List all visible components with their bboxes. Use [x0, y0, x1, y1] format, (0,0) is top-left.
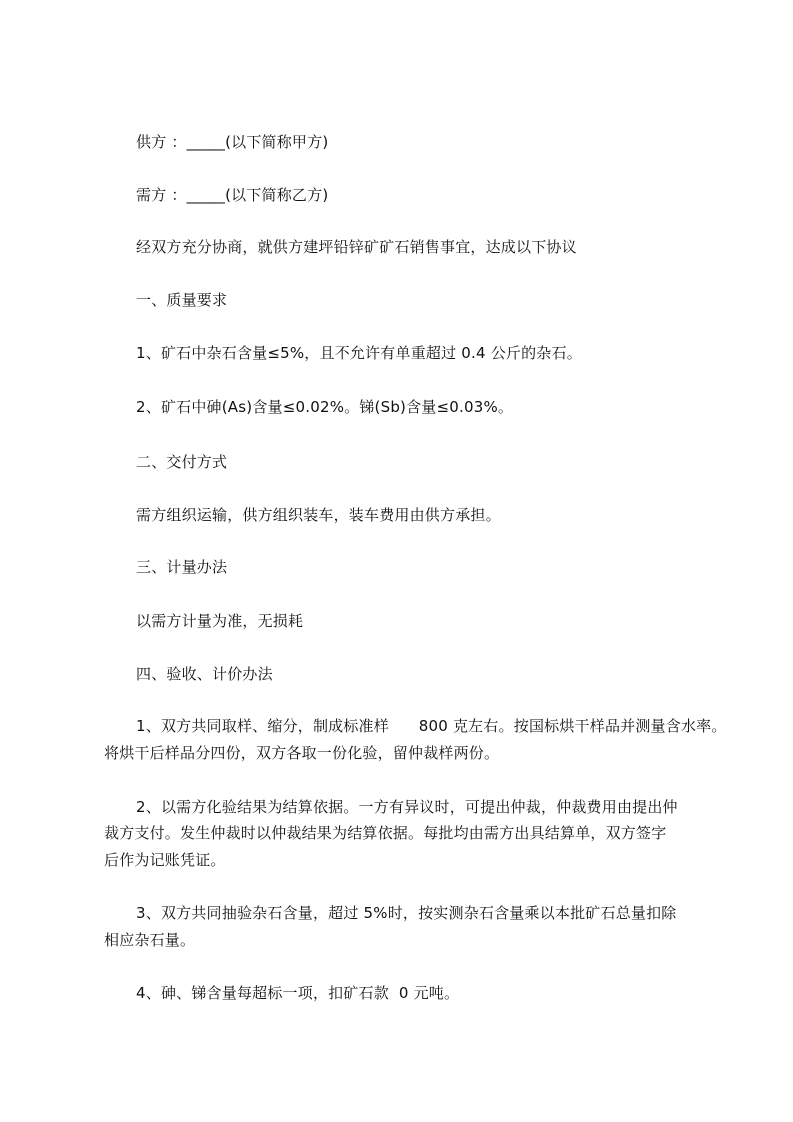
section-heading-quality: 一、质量要求 — [136, 291, 228, 309]
acceptance-item-2-line-2: 裁方支付。发生仲裁时以仲裁结果为结算依据。每批均由需方出具结算单，双方签字 — [104, 824, 667, 842]
acceptance-item-4: 4、砷、锑含量每超标一项，扣矿石款 0 元吨。 — [136, 984, 460, 1002]
measurement-paragraph: 以需方计量为准，无损耗 — [136, 612, 304, 630]
quality-item-1: 1、矿石中杂石含量≤5%，且不允许有单重超过 0.4 公斤的杂石。 — [136, 344, 582, 362]
buyer-line: 需方 ：_____(以下简称乙方) — [136, 186, 329, 204]
intro-paragraph: 经双方充分协商，就供方建坪铅锌矿矿石销售事宜，达成以下协议 — [136, 238, 577, 256]
acceptance-item-3-line-1: 3、双方共同抽验杂石含量，超过 5%时，按实测杂石含量乘以本批矿石总量扣除 — [136, 904, 677, 922]
section-heading-acceptance: 四、验收、计价办法 — [136, 665, 273, 683]
section-heading-measurement: 三、计量办法 — [136, 558, 228, 576]
acceptance-item-2-line-3: 后作为记账凭证。 — [104, 851, 226, 869]
supplier-line: 供方 ：_____(以下简称甲方) — [136, 133, 329, 151]
acceptance-item-2-line-1: 2、以需方化验结果为结算依据。一方有异议时，可提出仲裁，仲裁费用由提出仲 — [136, 798, 678, 816]
section-heading-delivery: 二、交付方式 — [136, 453, 228, 471]
acceptance-item-1-line-2: 将烘干后样品分四份，双方各取一份化验，留仲裁样两份。 — [104, 744, 500, 762]
delivery-paragraph: 需方组织运输，供方组织装车，装车费用由供方承担。 — [136, 506, 501, 524]
acceptance-item-3-line-2: 相应杂石量。 — [104, 931, 196, 949]
quality-item-2: 2、矿石中砷(As)含量≤0.02%。锑(Sb)含量≤0.03%。 — [136, 398, 514, 416]
acceptance-item-1-line-1: 1、双方共同取样、缩分，制成标准样 800 克左右。按国标烘干样品并测量含水率。 — [136, 717, 727, 735]
